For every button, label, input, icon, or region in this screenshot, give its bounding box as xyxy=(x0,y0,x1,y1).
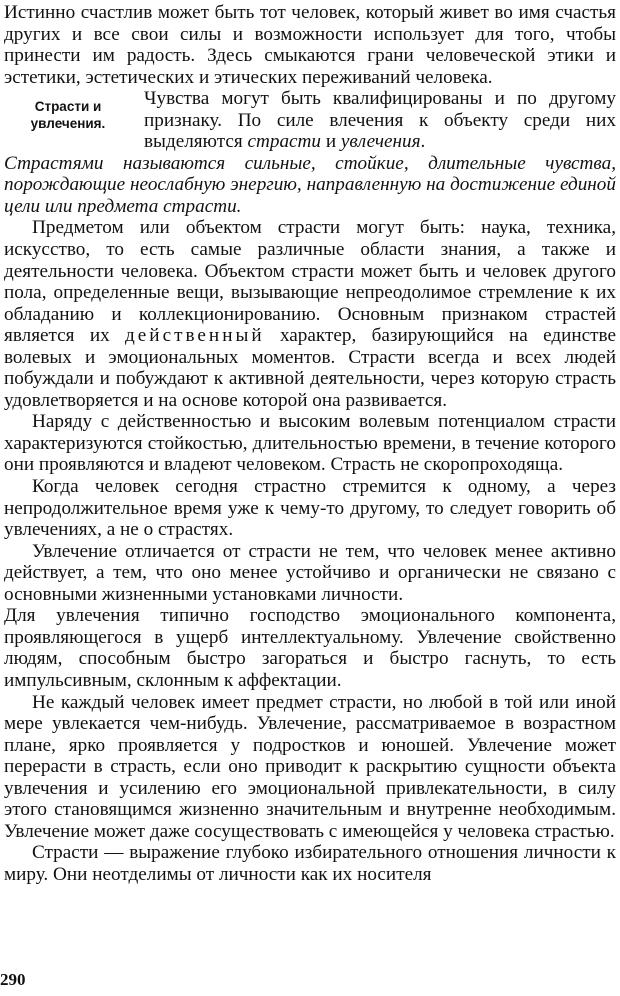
text-run: характер, базирующийся на единстве волевых и эмоциональных моментов. Страсти всегда и всех людей побуждали и побуждают к активной деятельности, через которую страсть удовлетворяется и на основе которой она развивается. xyxy=(4,325,616,411)
page-number: 290 xyxy=(0,970,26,989)
paragraph: Наряду с действенностью и высоким волевым потенциалом страсти характеризуются стойкостью, длительностью времени, в течение которого они проявляются и владеют человеком. Страсть не скоропроходяща. xyxy=(4,411,616,476)
spaced-emphasis: действенный xyxy=(125,325,265,347)
paragraph: Не каждый человек имеет предмет страсти, но любой в той или иной мере увлекается чем-нибудь. Увлечение, рассматриваемое в возрастном плане, ярко проявляется у подростков и юношей. Увлечение может перерасти в страсть, если оно приводит к раскрытию сущности объекта увлечения и усилению его эмоциональной привлекательности, в силу этого становящимся жизненно значительным и внутренне необходимым. Увлечение может даже сосуществовать с имеющейся у человека страстью. xyxy=(4,691,616,842)
paragraph: Истинно счастлив может быть тот человек, который живет во имя счастья других и все свои силы и возможности использует для того, чтобы принести им радость. Здесь смыкаются грани человеческой этики и эстетики, эстетических и этических переживаний человека. xyxy=(4,2,616,88)
definition-paragraph: Страстями называются сильные, стойкие, длительные чувства, порождающие неослабную энергию, направленную на достижение единой цели или предмета страсти. xyxy=(4,152,616,217)
text-run: . xyxy=(420,131,426,153)
paragraph: Страсти — выражение глубоко избирательного отношения личности к миру. Они неотделимы от личности как их носителя xyxy=(4,842,616,885)
paragraph xyxy=(4,217,616,411)
emphasis: увлечения xyxy=(340,131,421,153)
paragraph: Для увлечения типично господство эмоционального компонента, проявляющегося в ущерб интеллектуальному. Увлечение свойственно людям, способным быстро загораться и быстро гаснуть, то есть импульсивным, склонным к аффектации. xyxy=(4,605,616,691)
paragraph: Увлечение отличается от страсти не тем, что человек менее активно действует, а тем, что оно менее устойчиво и органически не связано с основными жизненными установками личности. xyxy=(4,540,616,605)
margin-heading: Страсти и увлечения. xyxy=(30,99,106,132)
emphasis: страсти xyxy=(247,131,322,153)
body-text xyxy=(4,2,616,885)
text-run: Чувства могут быть квалифицированы и по другому признаку. По силе влечения к объекту среди них выделяются xyxy=(144,88,616,153)
text-run: и xyxy=(321,131,341,153)
paragraph: Когда человек сегодня страстно стремится к одному, а через непродолжительное время уже к чему-то другому, то следует говорить об увлечениях, а не о страстях. xyxy=(4,476,616,541)
text-run: Предметом или объектом страсти могут быть: наука, техника, искусство, то есть самые различные области знания, а также и деятельности человека. Объектом страсти может быть и человек другого пола, определенные вещи, вызывающие непреодолимое стремление к их обладанию и коллекционированию. Основным признаком страстей является их xyxy=(4,217,616,347)
